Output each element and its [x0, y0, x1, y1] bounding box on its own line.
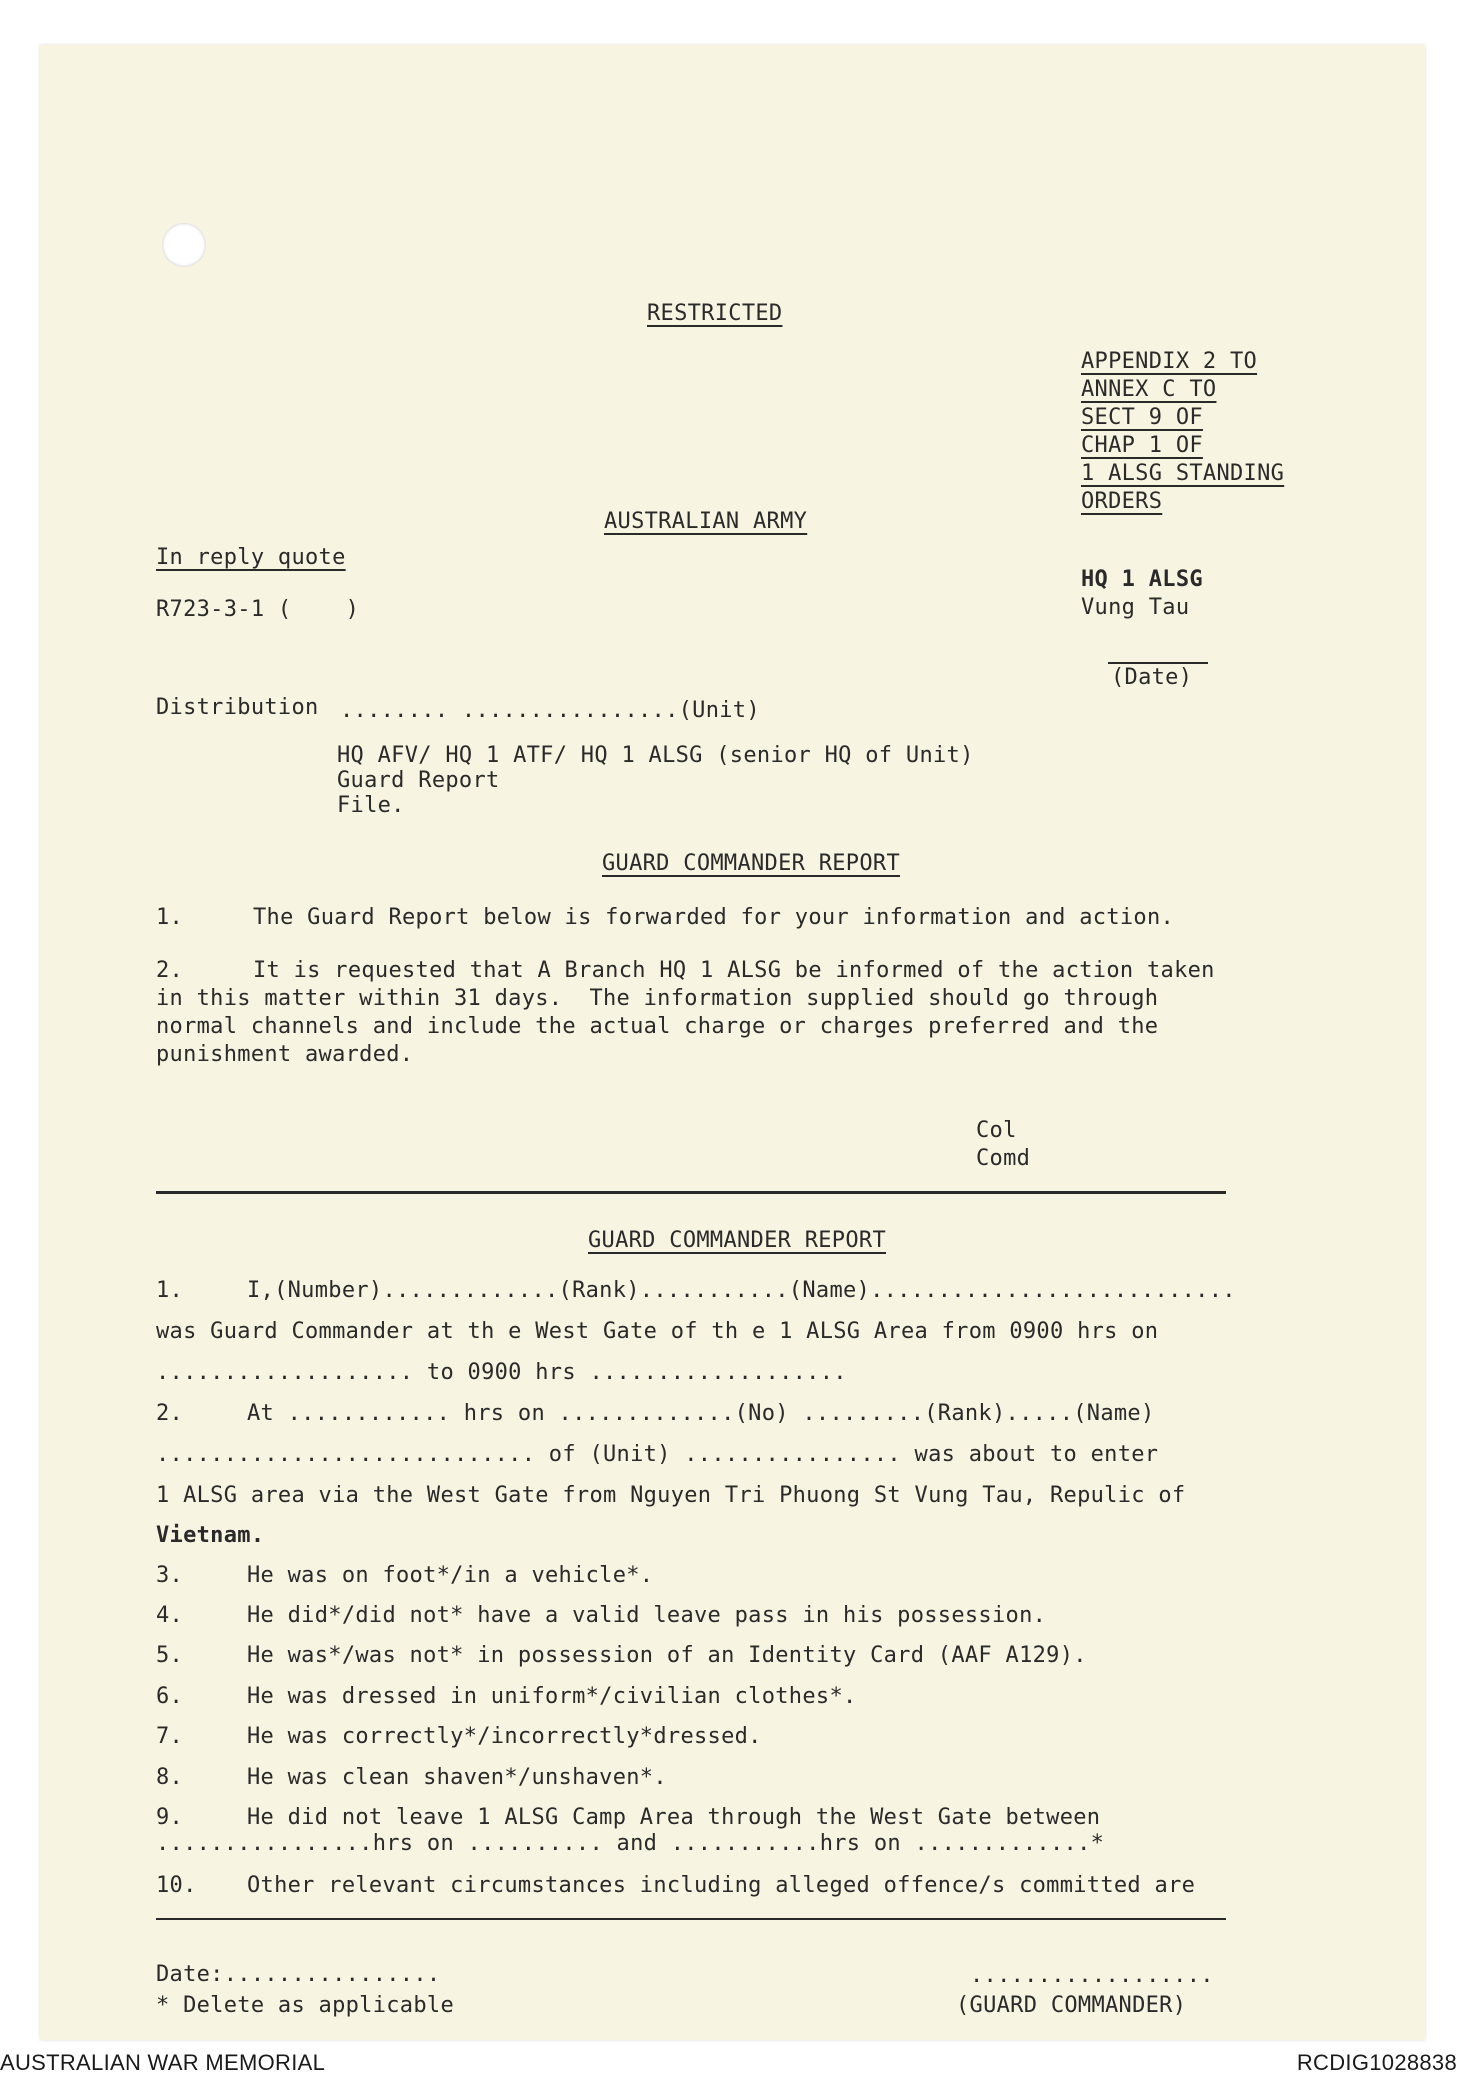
punch-hole [162, 223, 206, 267]
appendix-line-6: ORDERS [1081, 489, 1163, 514]
distribution-item-1: HQ AFV/ HQ 1 ATF/ HQ 1 ALSG (senior HQ of Unit) [337, 743, 974, 768]
section1-para1-text: The Guard Report below is forwarded for your information and action. [253, 905, 1175, 930]
date-rule [1108, 662, 1208, 664]
date-field: Date:................ [156, 1962, 441, 1987]
distribution-unit-line: ........ ................(Unit) [340, 698, 760, 723]
report-line-6: 1 ALSG area via the West Gate from Nguyen Tri Phuong St Vung Tau, Repulic of [156, 1483, 1186, 1508]
report-num-8: 8. [156, 1765, 184, 1790]
distribution-item-2: Guard Report [337, 768, 500, 793]
reference-number: R723-3-1 ( ) [156, 597, 360, 622]
delete-note: * Delete as applicable [156, 1993, 454, 2018]
report-line-9: He did*/did not* have a valid leave pass in his possession. [247, 1603, 1047, 1628]
report-line-16: Other relevant circumstances including alleged offence/s committed are [247, 1873, 1196, 1898]
report-num-10: 10. [156, 1873, 197, 1898]
appendix-line-3: SECT 9 OF [1081, 405, 1203, 430]
report-line-15: ................hrs on .......... and ...........hrs on .............* [156, 1831, 1105, 1856]
section1-para2-line-2: in this matter within 31 days. The information supplied should go through [156, 986, 1159, 1011]
report-num-6: 6. [156, 1684, 184, 1709]
footer-source: AUSTRALIAN WAR MEMORIAL [0, 2050, 326, 2075]
report-line-1: I,(Number).............(Rank)...........(Name)........................... [247, 1278, 1236, 1303]
org-title: AUSTRALIAN ARMY [604, 509, 808, 534]
document-page [40, 45, 1425, 2040]
section1-para2-line-3: normal channels and include the actual charge or charges preferred and the [156, 1014, 1159, 1039]
report-line-13: He was clean shaven*/unshaven*. [247, 1765, 667, 1790]
report-line-12: He was correctly*/incorrectly*dressed. [247, 1724, 762, 1749]
section1-para1-num: 1. [156, 905, 184, 930]
location-label: Vung Tau [1081, 595, 1190, 620]
reply-quote-label: In reply quote [156, 545, 346, 570]
appendix-line-5: 1 ALSG STANDING [1081, 461, 1285, 486]
report-line-5: ............................ of (Unit) ................ was about to enter [156, 1442, 1159, 1467]
hq-label: HQ 1 ALSG [1081, 567, 1203, 592]
section1-heading: GUARD COMMANDER REPORT [602, 851, 900, 876]
appendix-line-4: CHAP 1 OF [1081, 433, 1203, 458]
distribution-item-3: File. [337, 793, 405, 818]
section-divider [156, 1191, 1226, 1194]
report-num-9: 9. [156, 1805, 184, 1830]
report-rule [156, 1918, 1226, 1920]
report-line-8: He was on foot*/in a vehicle*. [247, 1563, 654, 1588]
report-num-7: 7. [156, 1724, 184, 1749]
section1-para2-line-1: It is requested that A Branch HQ 1 ALSG be informed of the action taken [253, 958, 1215, 983]
report-line-4: At ............ hrs on .............(No) .........(Rank).....(Name) [247, 1401, 1155, 1426]
report-line-11: He was dressed in uniform*/civilian clothes*. [247, 1684, 857, 1709]
report-num-3: 3. [156, 1563, 184, 1588]
section2-heading: GUARD COMMANDER REPORT [588, 1228, 886, 1253]
report-num-5: 5. [156, 1643, 184, 1668]
report-line-2: was Guard Commander at th e West Gate of th e 1 ALSG Area from 0900 hrs on [156, 1319, 1159, 1344]
signature-role: Comd [976, 1146, 1031, 1171]
appendix-line-1: APPENDIX 2 TO [1081, 349, 1258, 374]
report-line-10: He was*/was not* in possession of an Identity Card (AAF A129). [247, 1643, 1087, 1668]
report-line-3: ................... to 0900 hrs ................... [156, 1360, 847, 1385]
distribution-label: Distribution [156, 695, 319, 720]
section1-para2-line-4: punishment awarded. [156, 1042, 414, 1067]
signature-rank: Col [976, 1118, 1017, 1143]
footer-id: RCDIG1028838 [1296, 2050, 1457, 2075]
report-line-7: Vietnam. [156, 1523, 265, 1548]
report-num-2: 2. [156, 1401, 184, 1426]
section1-para2-num: 2. [156, 958, 184, 983]
report-num-4: 4. [156, 1603, 184, 1628]
classification-header: RESTRICTED [647, 301, 783, 326]
report-line-14: He did not leave 1 ALSG Camp Area through the West Gate between [247, 1805, 1101, 1830]
date-label: (Date) [1111, 665, 1193, 690]
appendix-line-2: ANNEX C TO [1081, 377, 1217, 402]
guard-commander-dots: .................. [970, 1963, 1214, 1988]
guard-commander-label: (GUARD COMMANDER) [956, 1993, 1187, 2018]
report-num-1: 1. [156, 1278, 184, 1303]
